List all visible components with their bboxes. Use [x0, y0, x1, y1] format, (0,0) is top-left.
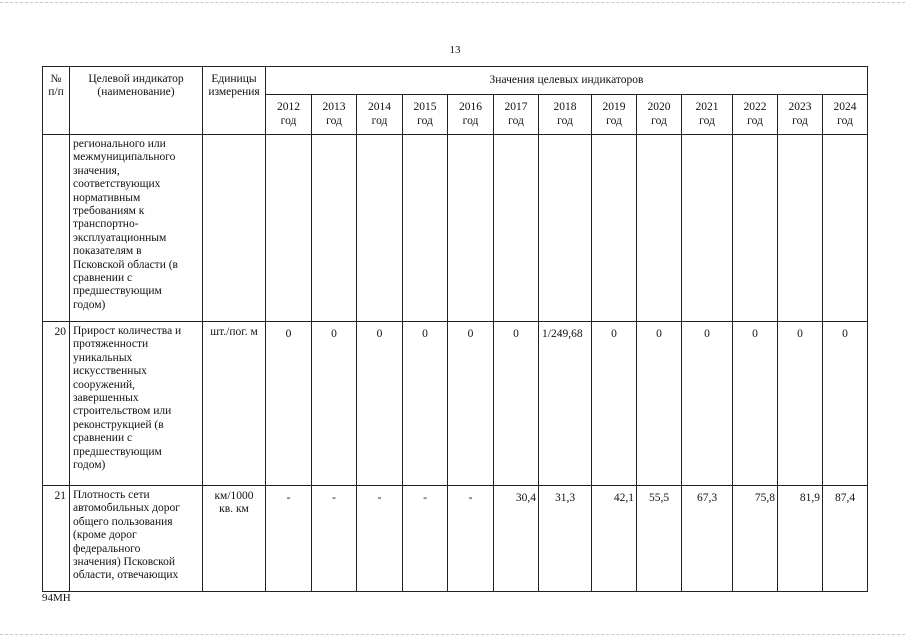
value-cell-2012: 0 — [266, 322, 312, 486]
value-cell-2018: 31,3 — [539, 486, 592, 592]
unit-cell — [203, 135, 266, 322]
table-body — [43, 135, 868, 592]
value-cell-2013: - — [312, 486, 357, 592]
value-cell-2022: 75,8 — [733, 486, 778, 592]
header-year-value: 2013 — [322, 101, 346, 114]
value-cell-2019: 42,1 — [592, 486, 637, 592]
header-values-group: Значения целевых индикаторов — [266, 67, 868, 95]
value-cell-2024 — [823, 135, 868, 322]
value-cell-2012: - — [266, 486, 312, 592]
header-year-2014 — [357, 95, 403, 135]
indicator-name-cell: Плотность сети автомобильных дорог общего пользования (кроме дорог федерального значения) Псковской области, отвечающих — [70, 486, 203, 592]
header-year-2015 — [403, 95, 448, 135]
header-year-value: 2022 — [743, 101, 767, 114]
scan-edge-bottom — [0, 634, 905, 635]
header-year-2019 — [592, 95, 637, 135]
header-year-value: 2020 — [647, 101, 671, 114]
header-units — [203, 67, 266, 135]
table-header — [43, 67, 868, 135]
value-cell-2012 — [266, 135, 312, 322]
value-cell-2022: 0 — [733, 322, 778, 486]
value-cell-2013: 0 — [312, 322, 357, 486]
unit-cell: шт./пог. м — [203, 322, 266, 486]
header-year-2024 — [823, 95, 868, 135]
value-cell-2022 — [733, 135, 778, 322]
header-year-2021 — [682, 95, 733, 135]
header-year-2022 — [733, 95, 778, 135]
value-cell-2020: 0 — [637, 322, 682, 486]
header-year-2017 — [494, 95, 539, 135]
value-cell-2018 — [539, 135, 592, 322]
value-cell-2023 — [778, 135, 823, 322]
header-year-2018 — [539, 95, 592, 135]
value-cell-2014: 0 — [357, 322, 403, 486]
value-cell-2013 — [312, 135, 357, 322]
header-year-value: 2016 — [459, 101, 482, 114]
header-year-value: 2024 — [833, 101, 857, 114]
header-year-2013 — [312, 95, 357, 135]
value-cell-2024: 0 — [823, 322, 868, 486]
header-year-value: 2012 — [277, 101, 300, 114]
header-year-unit: год — [371, 114, 388, 127]
header-year-2020 — [637, 95, 682, 135]
header-row-number — [43, 67, 70, 135]
value-cell-2021: 0 — [682, 322, 733, 486]
header-indicator-name-label: Целевой индикатор (наименование) — [88, 73, 184, 99]
header-year-unit: год — [417, 114, 433, 127]
value-cell-2018: 1/249,68 — [539, 322, 592, 486]
row-number-cell: 21 — [43, 486, 70, 592]
value-cell-2024: 87,4 — [823, 486, 868, 592]
value-cell-2014 — [357, 135, 403, 322]
header-year-value: 2018 — [553, 101, 577, 114]
header-year-unit: год — [606, 114, 622, 127]
value-cell-2017: 30,4 — [494, 486, 539, 592]
header-year-unit: год — [508, 114, 524, 127]
row-number-cell: 20 — [43, 322, 70, 486]
scan-edge-top — [0, 2, 905, 3]
header-year-unit: год — [557, 114, 573, 127]
header-row-number-label: № п/п — [48, 73, 64, 99]
table-row — [43, 322, 868, 486]
value-cell-2017 — [494, 135, 539, 322]
header-year-unit: год — [837, 114, 853, 127]
target-indicators-table — [42, 66, 868, 592]
value-cell-2020: 55,5 — [637, 486, 682, 592]
header-year-unit: год — [326, 114, 342, 127]
indicator-name-cell: Прирост количества и протяженности уникальных искусственных сооружений, завершенных строительством или реконструкцией (в сравнении с предшествующим годом) — [70, 322, 203, 486]
value-cell-2015: - — [403, 486, 448, 592]
header-year-value: 2023 — [788, 101, 812, 114]
value-cell-2019 — [592, 135, 637, 322]
header-year-value: 2019 — [602, 101, 626, 114]
row-number-cell — [43, 135, 70, 322]
value-cell-2017: 0 — [494, 322, 539, 486]
table-row — [43, 135, 868, 322]
header-year-unit: год — [699, 114, 715, 127]
header-year-value: 2021 — [695, 101, 719, 114]
header-year-2023 — [778, 95, 823, 135]
indicator-name-cell: регионального или межмуниципального значения, соответствующих нормативным требованиям к транспортно- эксплуатационным показателям в Псковской области (в сравнении с предшествующим годом) — [70, 135, 203, 322]
header-year-2012 — [266, 95, 312, 135]
table-row — [43, 486, 868, 592]
header-year-unit: год — [792, 114, 808, 127]
value-cell-2014: - — [357, 486, 403, 592]
value-cell-2021 — [682, 135, 733, 322]
footer-document-code: 94МН — [42, 592, 71, 604]
unit-cell: км/1000 кв. км — [203, 486, 266, 592]
value-cell-2021: 67,3 — [682, 486, 733, 592]
header-year-unit: год — [462, 114, 479, 127]
value-cell-2015 — [403, 135, 448, 322]
header-year-2016 — [448, 95, 494, 135]
value-cell-2016 — [448, 135, 494, 322]
header-indicator-name — [70, 67, 203, 135]
header-units-label: Единицы измерения — [208, 73, 260, 99]
value-cell-2015: 0 — [403, 322, 448, 486]
value-cell-2023: 0 — [778, 322, 823, 486]
page-number: 13 — [449, 44, 461, 56]
value-cell-2023: 81,9 — [778, 486, 823, 592]
value-cell-2016: - — [448, 486, 494, 592]
value-cell-2016: 0 — [448, 322, 494, 486]
header-year-value: 2017 — [504, 101, 528, 114]
header-year-unit: год — [651, 114, 667, 127]
header-year-value: 2014 — [368, 101, 391, 114]
header-year-unit: год — [280, 114, 297, 127]
value-cell-2019: 0 — [592, 322, 637, 486]
header-year-unit: год — [747, 114, 763, 127]
value-cell-2020 — [637, 135, 682, 322]
header-year-value: 2015 — [413, 101, 437, 114]
